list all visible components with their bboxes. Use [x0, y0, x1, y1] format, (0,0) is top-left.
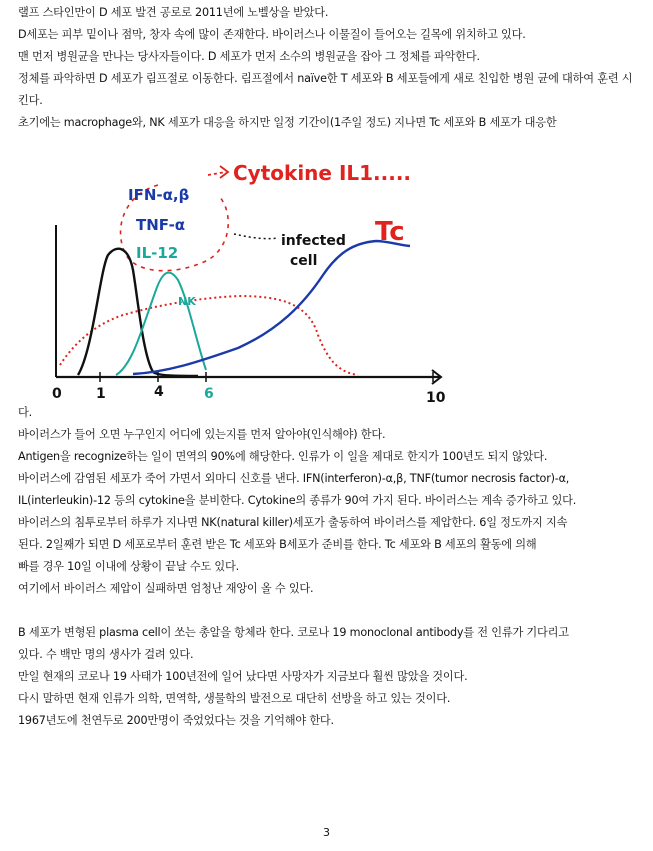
paragraph-line: 다.	[18, 406, 32, 419]
paragraph-line: 랠프 스타인만이 D 세포 발견 공로로 2011년에 노벨상을 받았다.	[18, 6, 329, 19]
paragraph-line: B 세포가 변형된 plasma cell이 쏘는 총알을 항체라 한다. 코로나 19 monoclonal antibody를 전 인류가 기다리고	[18, 626, 569, 639]
virus-curve	[78, 249, 198, 376]
paragraph-line: 여기에서 바이러스 제압이 실패하면 엄청난 재앙이 올 수 있다.	[18, 582, 314, 595]
cytokine-curve	[60, 296, 358, 375]
tnf-label: TNF-α	[136, 216, 186, 234]
sketch-svg	[38, 150, 458, 405]
cytokine-label: Cytokine IL1.....	[233, 161, 412, 185]
paragraph-line: 1967년도에 천연두로 200만명이 죽었었다는 것을 기억해야 한다.	[18, 714, 334, 727]
paragraph-line: 빠를 경우 10일 이내에 상황이 끝날 수도 있다.	[18, 560, 240, 573]
bottom-text-block	[18, 402, 638, 732]
paragraph-line: 초기에는 macrophage와, NK 세포가 대응을 하지만 일정 기간이(1주일 정도) 지나면 Tc 세포와 B 세포가 대응한	[18, 116, 557, 129]
tick-label: 0	[52, 386, 62, 402]
paragraph-line: 맨 먼저 병원균을 만나는 당사자들이다. D 세포가 먼저 소수의 병원균을 잡아 그 정체를 파악한다.	[18, 50, 480, 63]
tc-label: Tc	[375, 217, 405, 247]
paragraph-gap	[18, 600, 638, 622]
paragraph-line: 바이러스의 침투로부터 하루가 지나면 NK(natural killer)세포가 출동하여 바이러스를 제압한다. 6일 정도까지 지속	[18, 516, 568, 529]
il12-label: IL-12	[136, 244, 179, 262]
paragraph-line: 정체를 파악하면 D 세포가 림프절로 이동한다. 림프절에서 naïve한 T 세포와 B 세포들에게 새로 친입한 병원 균에 대하여 훈련 시킨다.	[18, 72, 633, 107]
nk-curve	[116, 273, 206, 375]
paragraph-line: D세포는 피부 밑이나 점막, 창자 속에 많이 존재한다. 바이러스나 이물질이 들어오는 길목에 위치하고 있다.	[18, 28, 526, 41]
top-text-block	[18, 2, 638, 134]
tick-label: 1	[96, 386, 106, 402]
tick-label: 10	[426, 390, 446, 405]
page-number: 3	[323, 826, 330, 839]
infected-label: infected	[281, 233, 346, 249]
paragraph-line: IL(interleukin)-12 등의 cytokine을 분비한다. Cytokine의 종류가 90여 가지 된다. 바이러스는 계속 증가하고 있다.	[18, 494, 577, 507]
paragraph-line: 다시 말하면 현재 인류가 의학, 면역학, 생물학의 발전으로 대단히 선방을 하고 있는 것이다.	[18, 692, 451, 705]
tick-label: 4	[154, 384, 164, 400]
nk-label: NK	[178, 295, 196, 308]
paragraph-line: 만일 현재의 코로나 19 사태가 100년전에 일어 났다면 사망자가 지금보다 훨씬 많았을 것이다.	[18, 670, 468, 683]
infected-pointer	[234, 234, 278, 239]
paragraph-line: 있다. 수 백만 명의 생사가 걸려 있다.	[18, 648, 194, 661]
paragraph-line: 바이러스에 감염된 세포가 죽어 가면서 외마디 신호를 낸다. IFN(interferon)-α,β, TNF(tumor necrosis factor)-α,	[18, 472, 570, 485]
tick-label: 6	[204, 386, 214, 402]
paragraph-line: Antigen을 recognize하는 일이 면역의 90%에 해당한다. 인류가 이 일을 제대로 한지가 100년도 되지 않았다.	[18, 450, 548, 463]
paragraph-line: 된다. 2일째가 되면 D 세포로부터 훈련 받은 Tc 세포와 B세포가 준비를 한다. Tc 세포와 B 세포의 활동에 의해	[18, 538, 537, 551]
cell-label: cell	[290, 253, 318, 269]
ifn-label: IFN-α,β	[128, 186, 190, 204]
immune-response-sketch	[38, 150, 458, 405]
paragraph-line: 바이러스가 들어 오면 누구인지 어디에 있는지를 먼저 알아야(인식해야) 한다.	[18, 428, 386, 441]
